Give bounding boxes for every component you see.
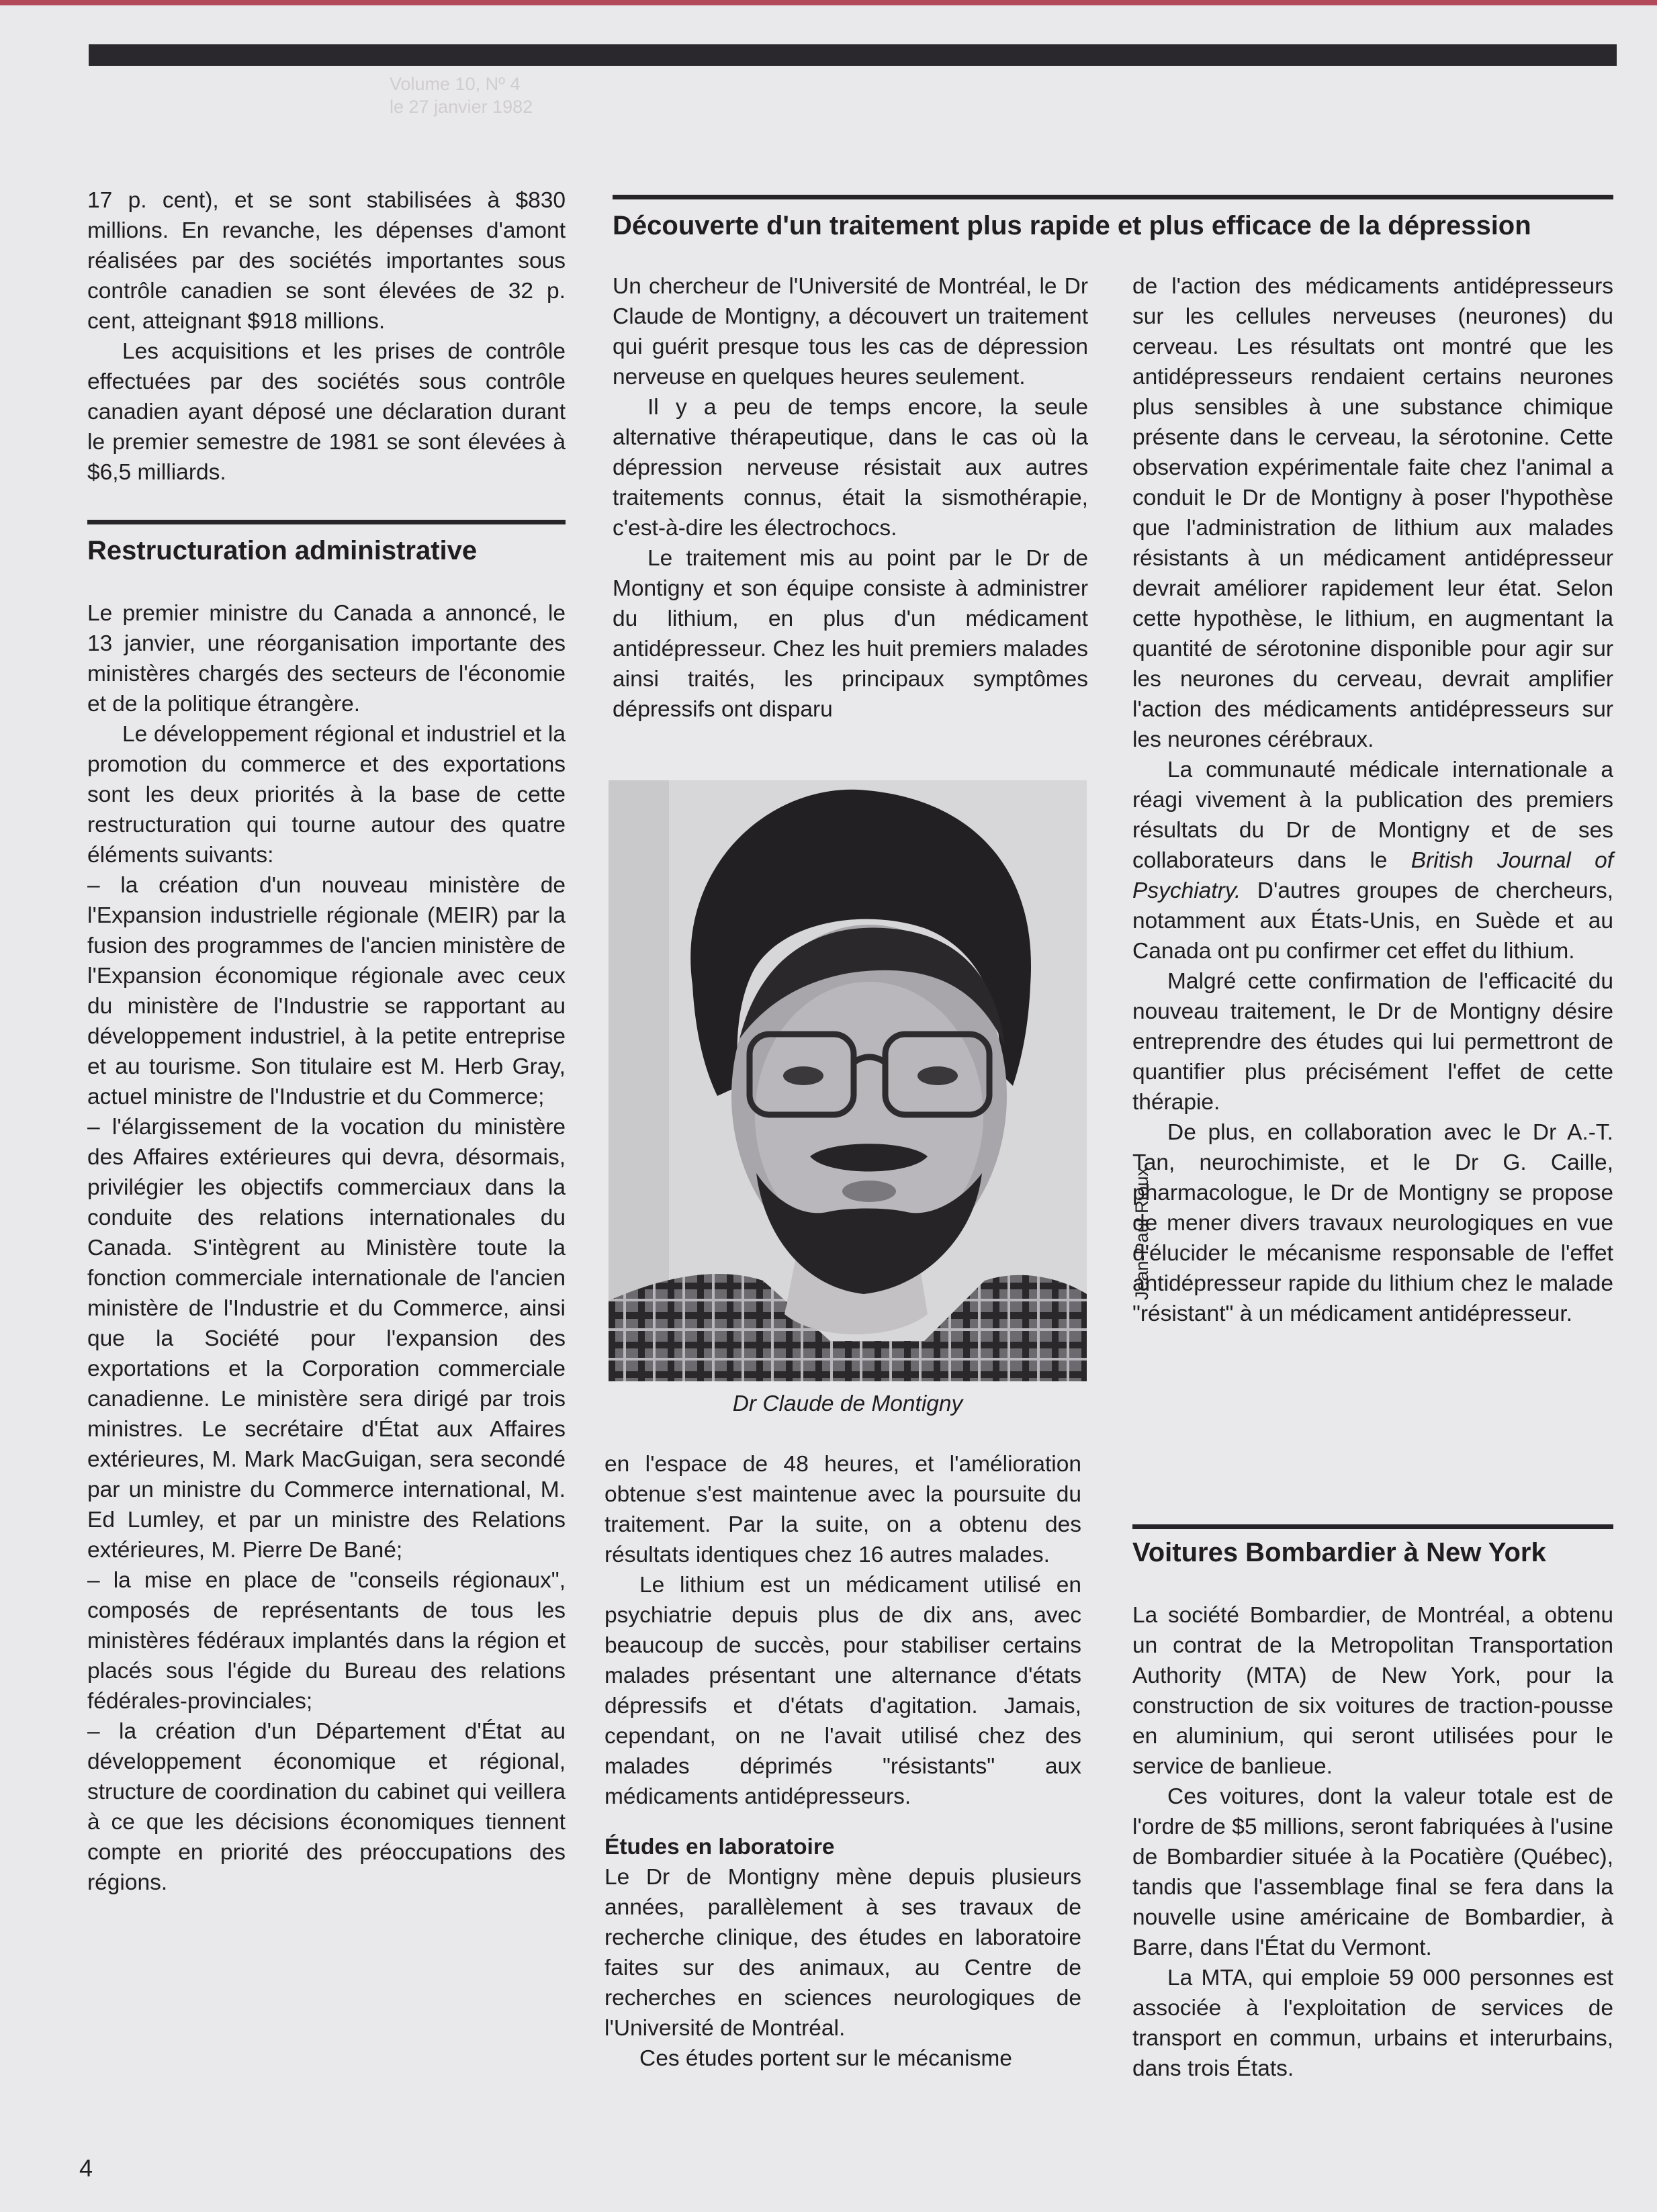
- list-item: – l'élargissement de la vocation du ministère des Affaires extérieures qui devra, désormais, privilégier les objectifs commerciaux dans la conduite des relations internationales du Canada. S'intègrent au Ministère toute la fonction commerciale internationale de l'ancien ministère de l'Industrie et du Commerce, ainsi que la Société pour l'expansion des exportations et la Corporation commerciale canadienne. Le ministère sera dirigé par trois ministres. Le secrétaire d'État aux Affaires extérieures, M. Mark MacGuigan, sera secondé par un ministre du Commerce international, M. Ed Lumley, et par un ministre des Relations extérieures, M. Pierre De Bané;: [87, 1115, 566, 1563]
- list-item: – la création d'un nouveau ministère de l'Expansion industrielle régionale (MEIR) par la fusion des programmes de l'ancien ministère de l'Expansion économique régionale avec ceux du ministère de l'Industrie se rapportant au développement industriel, à la petite entreprise et au tourisme. Son titulaire est M. Herb Gray, actuel ministre de l'Industrie et du Commerce;: [87, 873, 566, 1109]
- article-title-bombardier: Voitures Bombardier à New York: [1132, 1538, 1546, 1567]
- portrait-photo: [609, 780, 1087, 1381]
- page-number: 4: [79, 2154, 93, 2182]
- paragraph: de l'action des médicaments antidépresseurs sur les cellules nerveuses (neurones) du cerveau. Les résultats ont montré que les antidépresseurs rendaient certains neurones plus sensibles à une substance chimique présente dans le cerveau, la sérotonine. Cette observation expérimentale faite chez l'animal a conduit le Dr de Montigny à poser l'hypothèse que l'administration de lithium aux malades résistants à un médicament antidépresseur devrait améliorer rapidement leur état. Selon cette hypothèse, le lithium, en augmentant la quantité de sérotonine disponible pour agir sur les neurones du cerveau, devrait amplifier l'action des médicaments antidépresseurs sur les neurones cérébraux.: [1132, 274, 1613, 752]
- paragraph-tail: D'autres groupes de chercheurs, notamment aux États-Unis, en Suède et au Canada ont pu confirmer cet effet du lithium.: [1132, 878, 1613, 964]
- list-item: – la création d'un Département d'État au développement économique et régional, structure de coordination du cabinet qui veillera à ce que les décisions économiques tiennent compte en priorité des préoccupations des régions.: [87, 1719, 566, 1895]
- paragraph: Un chercheur de l'Université de Montréal, le Dr Claude de Montigny, a découvert un traitement qui guérit presque tous les cas de dépression nerveuse en quelques heures seulement.: [613, 274, 1088, 389]
- paragraph: Ces voitures, dont la valeur totale est de l'ordre de $5 millions, seront fabriquées à l'usine de Bombardier située à la Pocatière (Québec), tandis que l'assemblage final se fera dans la nouvelle usine américaine de Bombardier, à Barre, dans l'État du Vermont.: [1132, 1784, 1613, 1960]
- paragraph: La société Bombardier, de Montréal, a obtenu un contrat de la Metropolitan Transportation Authority (MTA) de New York, pour la construction de six voitures de traction-pousse en aluminium, qui seront utilisées pour le service de banlieue.: [1132, 1603, 1613, 1779]
- section-title-restructuration: Restructuration administrative: [87, 536, 478, 565]
- paragraph: en l'espace de 48 heures, et l'amélioration obtenue s'est maintenue avec la poursuite du traitement. Par la suite, on a obtenu des résultats identiques chez 16 autres malades.: [604, 1452, 1081, 1567]
- paragraph-lead: La communauté médicale internationale a réagi vivement à la publication des premiers résultats du Dr de Montigny et de ses collaborateurs dans le: [1132, 757, 1613, 873]
- header-bar: [89, 44, 1617, 66]
- paragraph: 17 p. cent), et se sont stabilisées à $830 millions. En revanche, les dépenses d'amont réalisées par des sociétés importantes sous contrôle canadien se sont élevées de 32 p. cent, atteignant $918 millions.: [87, 188, 566, 334]
- paragraph: Le lithium est un médicament utilisé en psychiatrie depuis plus de dix ans, avec beaucoup de succès, pour stabiliser certains malades présentant une alternance d'états dépressifs et d'états d'agitation. Jamais, cependant, on ne l'avait utilisé chez des malades déprimés "résistants" aux médicaments antidépresseurs.: [604, 1573, 1081, 1809]
- paragraph: Le Dr de Montigny mène depuis plusieurs années, parallèlement à ses travaux de recherche clinique, des études en laboratoire faites sur des animaux, au Centre de recherches en sciences neurologiques de l'Université de Montréal.: [604, 1865, 1081, 2041]
- journal-title: British Journal of Psychiatry.: [1132, 848, 1614, 903]
- paragraph: De plus, en collaboration avec le Dr A.-T. Tan, neurochimiste, et le Dr G. Caille, pharmacologue, le Dr de Montigny se propose de mener divers travaux neurologiques en vue d'élucider le mécanisme responsable de l'effet antidépresseur rapide du lithium chez le malade "résistant" à un médicament antidépresseur.: [1132, 1120, 1613, 1326]
- paragraph: Le développement régional et industriel et la promotion du commerce et des exportations sont les deux priorités à la base de cette restructuration qui tourne autour des quatre éléments suivants:: [87, 722, 566, 868]
- right-column-top: [1132, 271, 1613, 1329]
- middle-column-top: [613, 271, 1088, 725]
- paragraph: Il y a peu de temps encore, la seule alternative thérapeutique, dans le cas où la dépression nerveuse résistait aux autres traitements connus, était la sismothérapie, c'est-à-dire les électrochocs.: [613, 395, 1088, 541]
- section-rule: [1132, 1524, 1613, 1529]
- masthead-ghost: [390, 73, 533, 118]
- page-top-edge: [0, 0, 1657, 5]
- paragraph: Le premier ministre du Canada a annoncé, le 13 janvier, une réorganisation importante des ministères chargés des secteurs de l'économie et de la politique étrangère.: [87, 601, 566, 717]
- article-rule: [613, 195, 1613, 199]
- paragraph: [1132, 755, 1613, 966]
- paragraph: Les acquisitions et les prises de contrôle effectuées par des sociétés sous contrôle canadien ayant déposé une déclaration durant le premier semestre de 1981 se sont élevées à $6,5 milliards.: [87, 339, 566, 485]
- masthead-volume: Volume 10, Nº 4: [390, 74, 521, 94]
- photo-credit: Jean-Paul Rioux: [1132, 1166, 1152, 1301]
- masthead-date: le 27 janvier 1982: [390, 97, 533, 117]
- left-column: [87, 185, 566, 1898]
- paragraph: Le traitement mis au point par le Dr de Montigny et son équipe consiste à administrer du lithium, en plus d'un médicament antidépresseur. Chez les huit premiers malades ainsi traités, les principaux symptômes dépressifs ont disparu: [613, 546, 1088, 722]
- subheading-etudes: Études en laboratoire: [604, 1835, 835, 1859]
- list-item: – la mise en place de "conseils régionaux", composés de représentants de tous les ministères fédéraux implantés dans la région et placés sous l'égide du Bureau des relations fédérales-provinciales;: [87, 1568, 566, 1714]
- section-rule: [87, 520, 566, 524]
- right-column-bottom: [1132, 1524, 1613, 2084]
- middle-column-bottom: [604, 1449, 1081, 2074]
- paragraph: Malgré cette confirmation de l'efficacité du nouveau traitement, le Dr de Montigny désire entreprendre des études qui lui permettront de quantifier plus précisément l'effet de cette thérapie.: [1132, 969, 1613, 1115]
- photo-caption: Dr Claude de Montigny: [732, 1391, 963, 1416]
- paragraph: La MTA, qui emploie 59 000 personnes est associée à l'exploitation de services de transport en commun, urbains et interurbains, dans trois États.: [1132, 1966, 1613, 2081]
- paragraph: Ces études portent sur le mécanisme: [639, 2046, 1012, 2071]
- article-title-depression: Découverte d'un traitement plus rapide et plus efficace de la dépression: [613, 211, 1531, 240]
